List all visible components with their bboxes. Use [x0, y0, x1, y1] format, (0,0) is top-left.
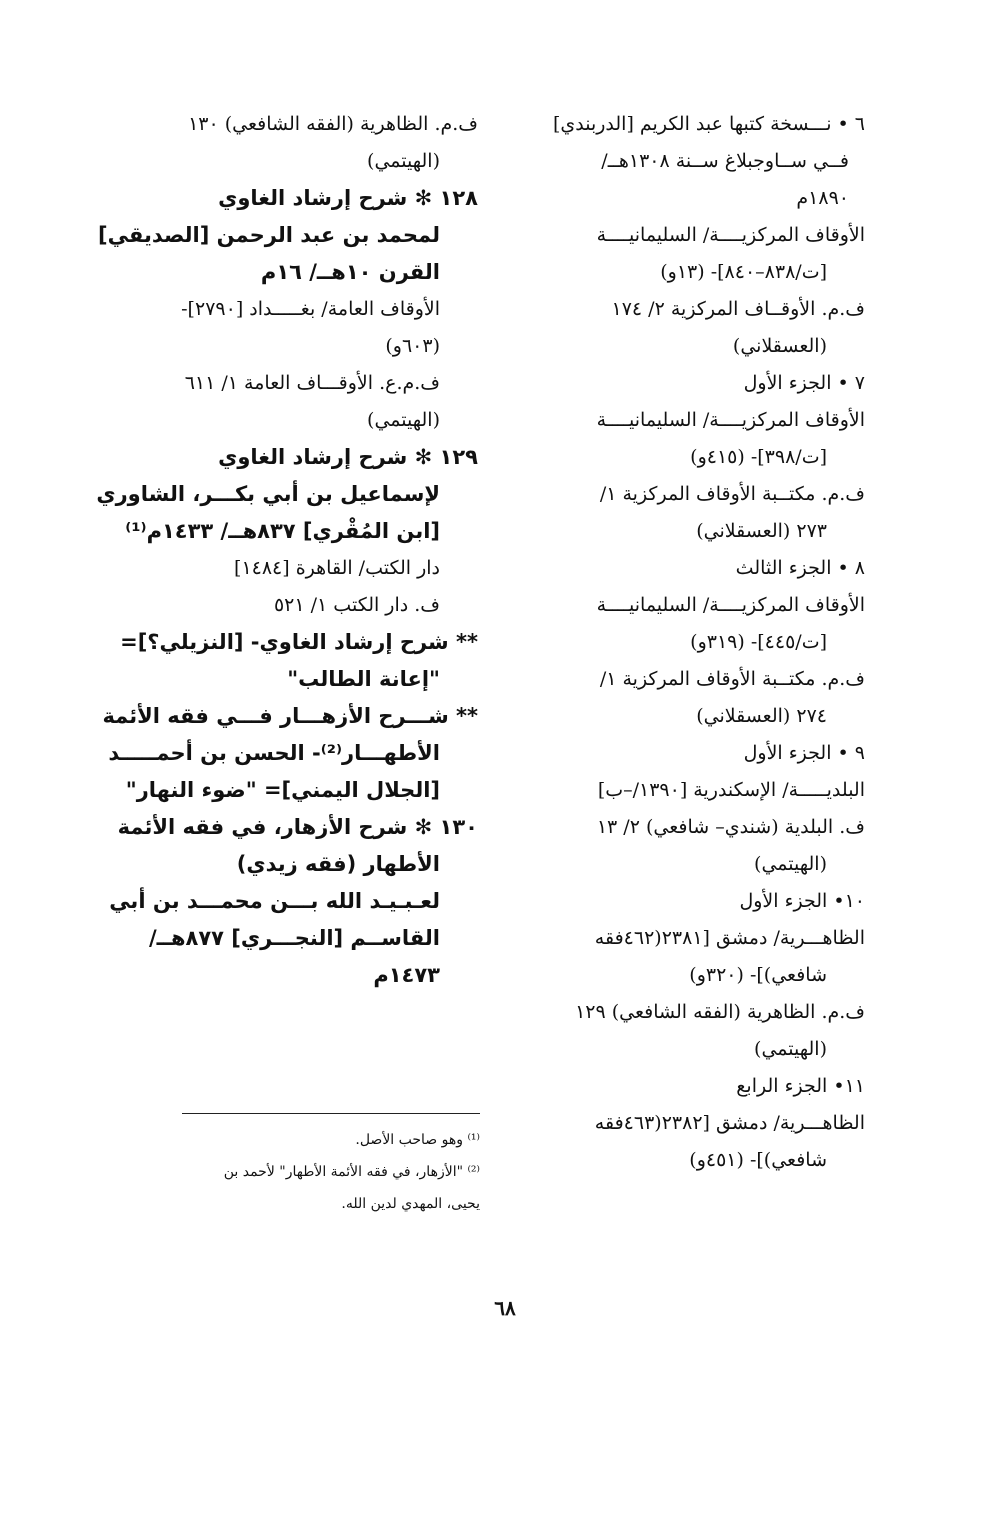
left-column: [96, 106, 478, 994]
entry-129-author: [ابن المُقْري] ٨٣٧هــ/ ١٤٣٣م⁽¹⁾: [125, 519, 440, 543]
entry-130-title: الأطهار (فقه زيدي): [236, 852, 440, 876]
entry-10-catalog: ف.م. الظاهرية (الفقه الشافعي) ١٢٩: [575, 1001, 865, 1023]
entry-6-catalog: ف.م. الأوقــاف المركزية ٢/ ١٧٤: [611, 298, 865, 320]
entry-130-title: ١٣٠ ✻ شرح الأزهار، في فقه الأئمة: [117, 815, 478, 839]
entry-7-catalog: ف.م. مكتــبة الأوقاف المركزية ١/: [599, 483, 865, 505]
footnote-1: ⁽¹⁾ وهو صاحب الأصل.: [355, 1132, 480, 1148]
footnote-divider: [182, 1113, 480, 1114]
entry-129-location: دار الكتب/ القاهرة [١٤٨٤]: [234, 557, 440, 579]
entry-7-heading: ٧ • الجزء الأول: [743, 372, 865, 394]
entry-7-location: [ت/٣٩٨]- (٤١٥و): [690, 446, 827, 468]
cross-ref-title: ** شـــرح الأزهـــار فـــي فقه الأئمة: [102, 704, 478, 728]
entry-11-heading: ١١• الجزء الرابع: [736, 1075, 865, 1097]
entry-8-location: [ت/٤٤٥]- (٣١٩و): [690, 631, 827, 653]
entry-10-location: شافعي)]- (٣٢٠و): [689, 964, 827, 986]
entry-130-author: القاســم [النجـــري] ٨٧٧هــ/: [148, 926, 440, 950]
right-column: [520, 106, 865, 1179]
entry-8-location: الأوقاف المركزيــــة/ السليمانيــــة: [596, 594, 865, 616]
entry-11-location: شافعي)]- (٤٥١و): [689, 1149, 827, 1171]
entry-6-location: الأوقاف المركزيــــة/ السليمانيــــة: [596, 224, 865, 246]
entry-10-catalog: (الهيتمي): [754, 1038, 827, 1060]
entry-8-heading: ٨ • الجزء الثالث: [735, 557, 865, 579]
entry-128-location: (٦٠٣و): [385, 335, 440, 357]
entry-130-author: لعـبـيـد الله بـــن محمـــد بن أبي: [109, 889, 440, 913]
entry-128-catalog: (الهيتمي): [367, 409, 440, 431]
entry-128-date: القرن ١٠هــ/ ١٦م: [260, 260, 440, 284]
entry-128-location: الأوقاف العامة/ بغـــــداد [٢٧٩٠]-: [181, 298, 440, 320]
catalog-line: (الهيتمي): [367, 150, 440, 172]
entry-7-location: الأوقاف المركزيــــة/ السليمانيــــة: [596, 409, 865, 431]
entry-6-heading: ٦ • نـــسخة كتبها عبد الكريم [الدربندي]: [552, 113, 865, 135]
entry-11-location: الظاهـــرية/ دمشق [٢٣٨٢(٤٦٣فقه: [594, 1112, 865, 1134]
catalog-line: ف.م. الظاهرية (الفقه الشافعي) ١٣٠: [188, 113, 478, 135]
entry-8-catalog: ٢٧٤ (العسقلاني): [696, 705, 827, 727]
entry-9-heading: ٩ • الجزء الأول: [743, 742, 865, 764]
entry-6-line: ١٨٩٠م: [796, 187, 849, 209]
entry-128-title: ١٢٨ ✻ شرح إرشاد الغاوي: [218, 186, 478, 210]
entry-9-catalog: (الهيتمي): [754, 853, 827, 875]
cross-ref-title: الأطهـــار⁽²⁾- الحسن بن أحمـــــد: [108, 741, 440, 765]
entry-130-date: ١٤٧٣م: [373, 963, 440, 987]
entry-129-author: لإسماعيل بن أبي بكـــر، الشاوري: [96, 482, 440, 506]
entry-128-catalog: ف.م.ع. الأوقـــاف العامة ١/ ٦١١: [184, 372, 440, 394]
footnotes: [182, 1124, 480, 1220]
footnote-2: ⁽²⁾ "الأزهار، في فقه الأئمة الأطهار" لأحمد بن: [223, 1164, 480, 1180]
entry-129-title: ١٢٩ ✻ شرح إرشاد الغاوي: [218, 445, 478, 469]
footnote-2-cont: يحيى، المهدي لدين الله.: [341, 1196, 480, 1212]
entry-6-catalog: (العسقلاني): [732, 335, 827, 357]
entry-9-catalog: ف. البلدية (شندي– شافعي) ٢/ ١٣: [596, 816, 865, 838]
entry-129-catalog: ف. دار الكتب ١/ ٥٢١: [273, 594, 440, 616]
entry-6-location: [ت/٨٣٨–٨٤٠]- (١٣و): [660, 261, 827, 283]
entry-7-catalog: ٢٧٣ (العسقلاني): [696, 520, 827, 542]
page-number: ٦٨: [494, 1296, 516, 1320]
cross-ref-title: ** شرح إرشاد الغاوي- [النزيلي؟]=: [120, 630, 478, 654]
entry-10-location: الظاهـــرية/ دمشق [٢٣٨١(٤٦٢فقه: [594, 927, 865, 949]
cross-ref-title: "إعانة الطالب": [287, 667, 440, 691]
entry-8-catalog: ف.م. مكتــبة الأوقاف المركزية ١/: [599, 668, 865, 690]
entry-128-author: لمحمد بن عبد الرحمن [الصديقي]: [98, 223, 440, 247]
entry-9-location: البلديـــــة/ الإسكندرية [١٣٩٠/–ب]: [597, 779, 865, 801]
entry-10-heading: ١٠• الجزء الأول: [739, 890, 865, 912]
cross-ref-title: [الجلال اليمني]= "ضوء النهار": [125, 778, 440, 802]
entry-6-line: فــي ســاوجبلاغ ســنة ١٣٠٨هــ/: [601, 150, 849, 172]
